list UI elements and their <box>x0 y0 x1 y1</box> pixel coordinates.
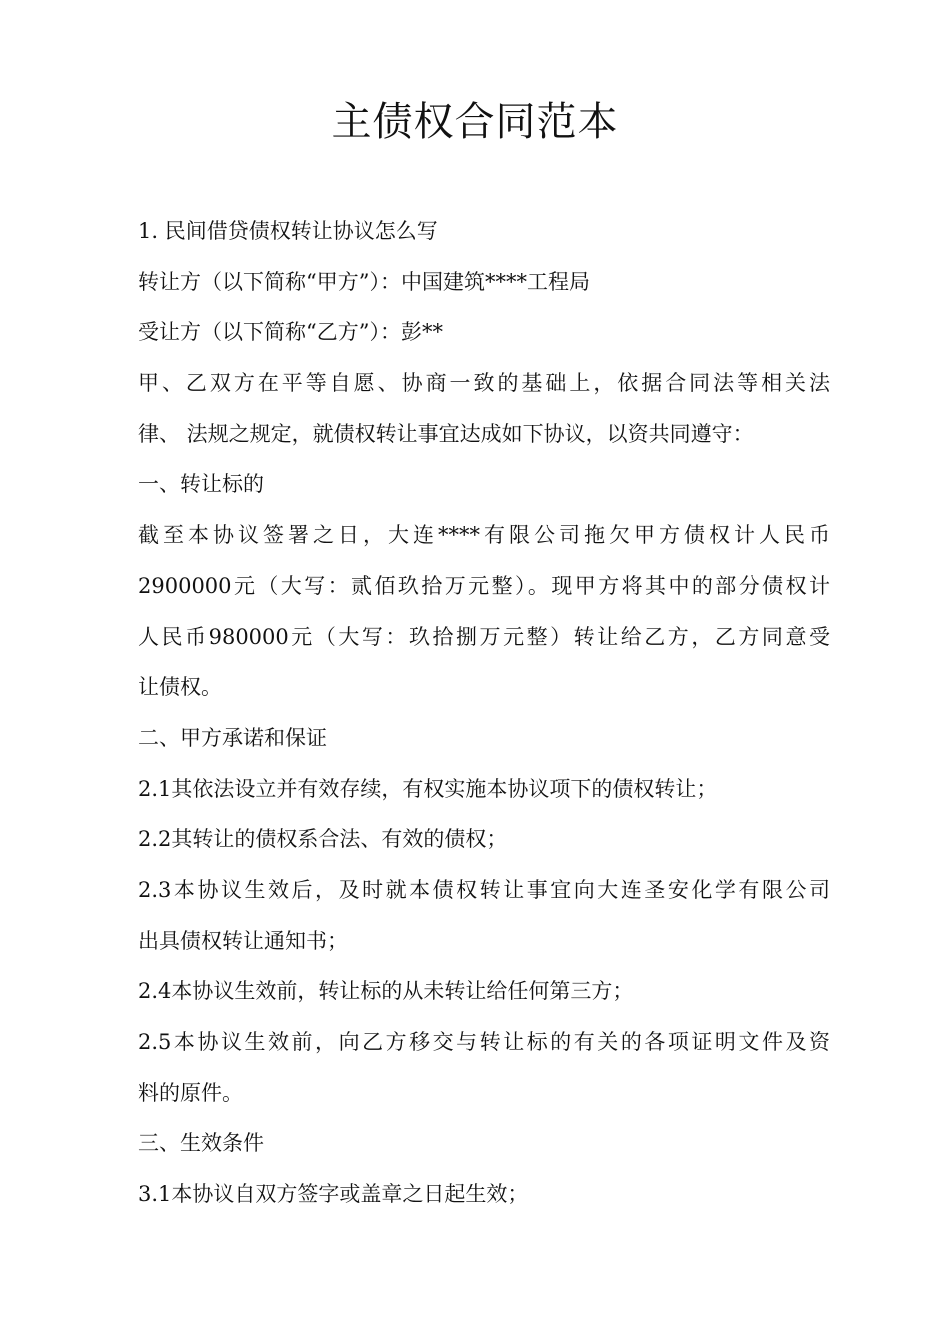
clause-2-4: 2.4本协议生效前，转让标的从未转让给任何第三方； <box>138 979 634 1004</box>
transferee-line: 受让方（以下简称“乙方”）：彭** <box>138 320 443 345</box>
paragraph-line: 律、 法规之规定，就债权转让事宜达成如下协议，以资共同遵守： <box>138 421 754 446</box>
section-heading-1: 一、转让标的 <box>138 472 264 497</box>
clause-2-1: 2.1其依法设立并有效存续，有权实施本协议项下的债权转让； <box>138 776 718 801</box>
clause-2-5-cont: 料的原件。 <box>138 1080 243 1105</box>
document-title: 主债权合同范本 <box>331 99 619 145</box>
paragraph-line: 甲、乙双方在平等自愿、协商一致的基础上，依据合同法等相关法 <box>138 371 830 396</box>
clause-2-3: 2.3本协议生效后，及时就本债权转让事宜向大连圣安化学有限公司 <box>138 877 830 902</box>
clause-2-2: 2.2其转让的债权系合法、有效的债权； <box>138 827 508 852</box>
clause-3-1: 3.1本协议自双方签字或盖章之日起生效； <box>138 1182 529 1207</box>
paragraph-line: 让债权。 <box>138 675 222 700</box>
document-body <box>138 206 830 1220</box>
transferor-line: 转让方（以下简称“甲方”）：中国建筑****工程局 <box>138 269 590 294</box>
paragraph-line: 2900000元（大写：贰佰玖拾万元整）。现甲方将其中的部分债权计 <box>138 573 830 598</box>
paragraph-line: 人民币980000元（大写：玖拾捌万元整）转让给乙方，乙方同意受 <box>138 624 830 649</box>
clause-2-3-cont: 出具债权转让通知书； <box>138 928 348 953</box>
paragraph-line: 截至本协议签署之日，大连****有限公司拖欠甲方债权计人民币 <box>138 523 830 548</box>
section-heading-3: 三、生效条件 <box>138 1131 264 1156</box>
section-heading-2: 二、甲方承诺和保证 <box>138 725 327 750</box>
clause-2-5: 2.5本协议生效前，向乙方移交与转让标的有关的各项证明文件及资 <box>138 1030 830 1054</box>
heading-item-1: 1. 民间借贷债权转让协议怎么写 <box>138 219 438 243</box>
